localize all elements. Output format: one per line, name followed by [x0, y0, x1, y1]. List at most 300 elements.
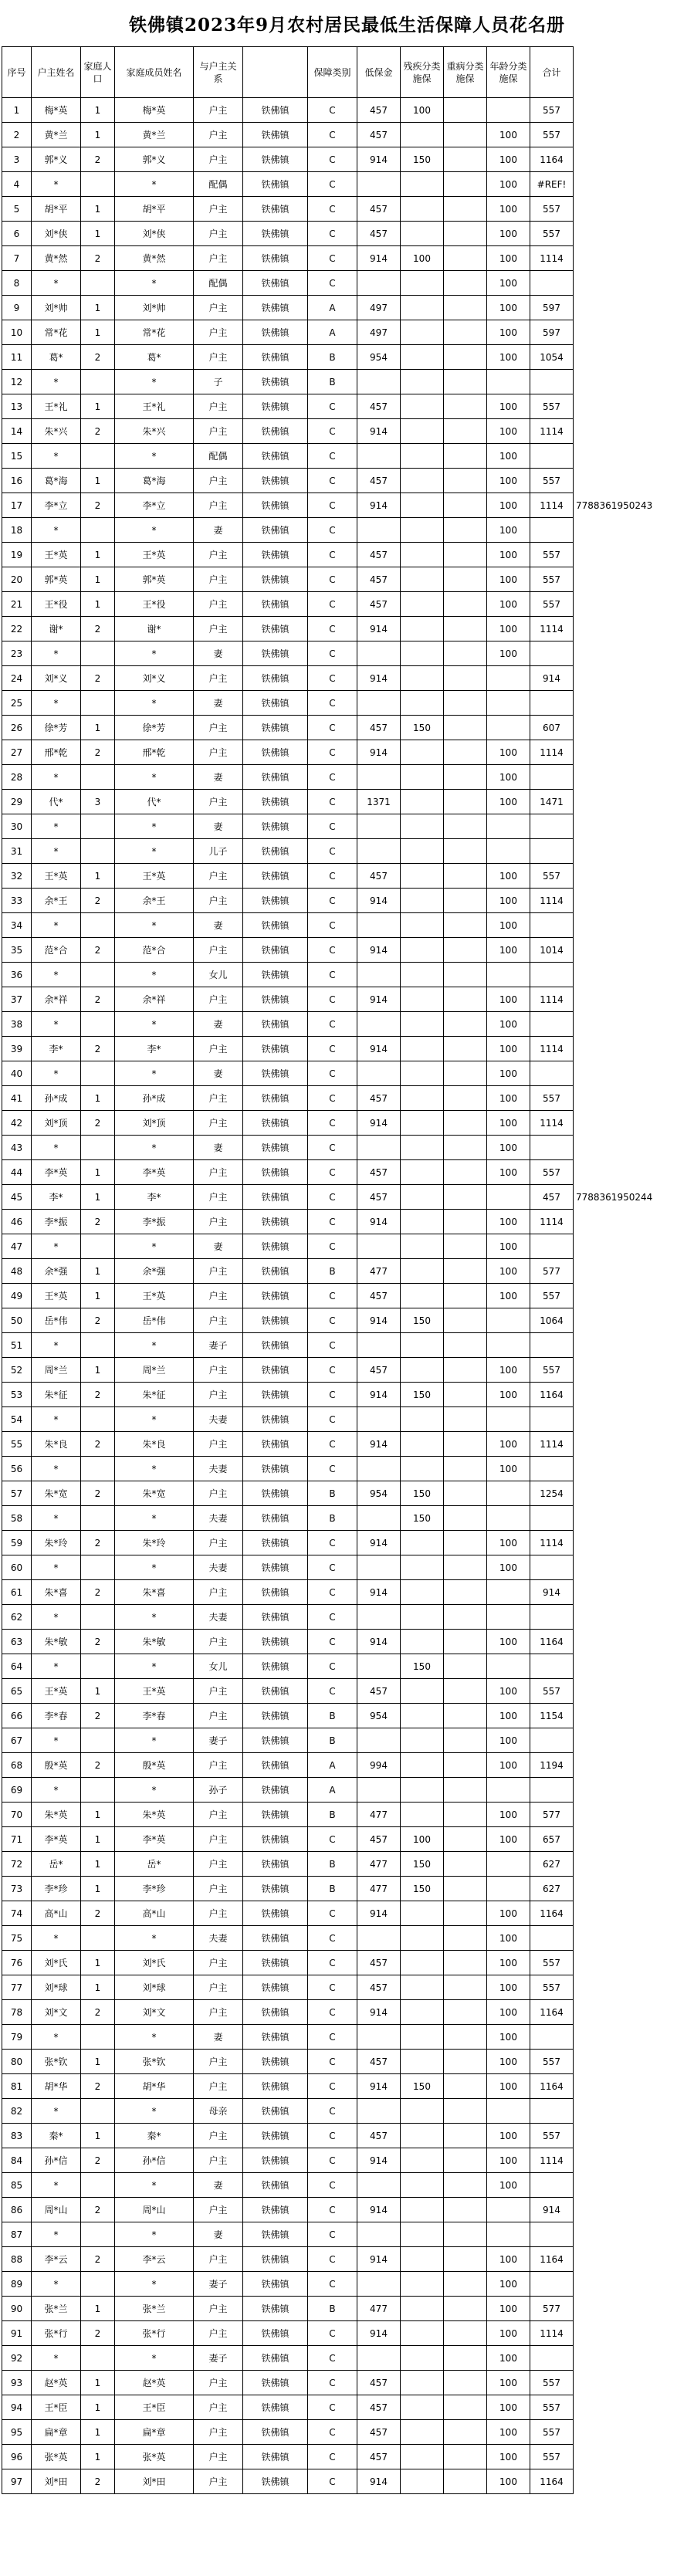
- total-amount-cell: 914: [530, 1580, 574, 1605]
- township-cell: 铁佛镇: [243, 740, 308, 765]
- benefit-category-cell: C: [308, 271, 357, 296]
- benefit-category-cell: C: [308, 839, 357, 864]
- total-amount-cell: [530, 1778, 574, 1803]
- table-row: [2, 2469, 615, 2494]
- member-name-cell: 刘*顶: [115, 1111, 194, 1136]
- household-head-name-cell: 孙*成: [32, 1086, 81, 1111]
- member-name-cell: 梅*英: [115, 98, 194, 123]
- table-row: [2, 2420, 615, 2445]
- illness-supplement-cell: [444, 2395, 487, 2420]
- household-size-cell: 2: [81, 938, 115, 963]
- subsistence-allowance-cell: 457: [357, 2124, 401, 2148]
- total-amount-cell: 557: [530, 2050, 574, 2074]
- township-cell: 铁佛镇: [243, 2198, 308, 2222]
- subsistence-allowance-cell: 457: [357, 592, 401, 617]
- household-size-cell: [81, 1012, 115, 1037]
- subsistence-allowance-cell: [357, 814, 401, 839]
- household-head-name-cell: 岳*伟: [32, 1308, 81, 1333]
- household-head-name-cell: *: [32, 1778, 81, 1803]
- household-head-name-cell: 郭*义: [32, 147, 81, 172]
- total-amount-cell: [530, 1333, 574, 1358]
- household-size-cell: 1: [81, 2297, 115, 2321]
- township-cell: 铁佛镇: [243, 543, 308, 567]
- total-amount-cell: [530, 1728, 574, 1753]
- age-supplement-cell: 100: [487, 987, 530, 1012]
- household-size-cell: 1: [81, 469, 115, 493]
- age-supplement-cell: 100: [487, 2469, 530, 2494]
- township-cell: 铁佛镇: [243, 1555, 308, 1580]
- member-name-cell: 胡*华: [115, 2074, 194, 2099]
- disability-supplement-cell: [401, 1185, 444, 1210]
- household-head-name-cell: 王*英: [32, 543, 81, 567]
- row-number-cell: 85: [2, 2173, 32, 2198]
- illness-supplement-cell: [444, 987, 487, 1012]
- illness-supplement-cell: [444, 2050, 487, 2074]
- illness-supplement-cell: [444, 2173, 487, 2198]
- disability-supplement-cell: [401, 1259, 444, 1284]
- table-row: [2, 1432, 615, 1457]
- household-size-cell: 2: [81, 1210, 115, 1234]
- subsistence-allowance-cell: 954: [357, 1481, 401, 1506]
- benefit-category-cell: C: [308, 1136, 357, 1160]
- table-row: [2, 493, 615, 518]
- household-head-name-cell: *: [32, 913, 81, 938]
- age-supplement-cell: 100: [487, 394, 530, 419]
- illness-supplement-cell: [444, 1210, 487, 1234]
- total-amount-cell: [530, 963, 574, 987]
- disability-supplement-cell: [401, 1284, 444, 1308]
- member-name-cell: 徐*芳: [115, 716, 194, 740]
- table-row: [2, 641, 615, 666]
- household-head-name-cell: 孙*信: [32, 2148, 81, 2173]
- account-number-cell: [574, 1728, 615, 1753]
- total-amount-cell: 557: [530, 469, 574, 493]
- account-number-cell: [574, 1852, 615, 1877]
- household-size-cell: 1: [81, 1259, 115, 1284]
- illness-supplement-cell: [444, 1432, 487, 1457]
- illness-supplement-cell: [444, 296, 487, 320]
- table-row: [2, 1185, 615, 1210]
- disability-supplement-cell: [401, 1951, 444, 1975]
- total-amount-cell: [530, 518, 574, 543]
- relationship-cell: 户主: [194, 938, 243, 963]
- disability-supplement-cell: [401, 1012, 444, 1037]
- account-number-cell: [574, 1901, 615, 1926]
- total-amount-cell: 914: [530, 666, 574, 691]
- township-cell: 铁佛镇: [243, 2321, 308, 2346]
- row-number-cell: 50: [2, 1308, 32, 1333]
- illness-supplement-cell: [444, 1086, 487, 1111]
- household-size-cell: 1: [81, 197, 115, 222]
- household-size-cell: [81, 1654, 115, 1679]
- township-cell: 铁佛镇: [243, 2420, 308, 2445]
- total-amount-cell: [530, 1061, 574, 1086]
- total-amount-cell: 557: [530, 2395, 574, 2420]
- household-size-cell: 1: [81, 1852, 115, 1877]
- relationship-cell: 户主: [194, 1679, 243, 1704]
- subsistence-allowance-cell: 914: [357, 1531, 401, 1555]
- township-cell: 铁佛镇: [243, 641, 308, 666]
- row-number-cell: 60: [2, 1555, 32, 1580]
- household-size-cell: 2: [81, 666, 115, 691]
- member-name-cell: 朱*玲: [115, 1531, 194, 1555]
- benefit-category-cell: C: [308, 938, 357, 963]
- total-amount-cell: [530, 1926, 574, 1951]
- subsistence-allowance-cell: 914: [357, 2198, 401, 2222]
- age-supplement-cell: 100: [487, 246, 530, 271]
- table-row: [2, 2395, 615, 2420]
- member-name-cell: *: [115, 370, 194, 394]
- row-number-cell: 94: [2, 2395, 32, 2420]
- township-cell: 铁佛镇: [243, 1803, 308, 1827]
- relationship-cell: 妻: [194, 691, 243, 716]
- row-number-cell: 34: [2, 913, 32, 938]
- row-number-cell: 22: [2, 617, 32, 641]
- row-number-cell: 13: [2, 394, 32, 419]
- illness-supplement-cell: [444, 913, 487, 938]
- household-size-cell: 1: [81, 1975, 115, 2000]
- table-row: [2, 2000, 615, 2025]
- township-cell: 铁佛镇: [243, 1605, 308, 1630]
- row-number-cell: 96: [2, 2445, 32, 2469]
- disability-supplement-cell: [401, 1160, 444, 1185]
- household-head-name-cell: 范*合: [32, 938, 81, 963]
- member-name-cell: 孙*成: [115, 1086, 194, 1111]
- household-head-name-cell: *: [32, 1926, 81, 1951]
- total-amount-cell: 557: [530, 1160, 574, 1185]
- subsistence-allowance-cell: 457: [357, 567, 401, 592]
- member-name-cell: 郭*义: [115, 147, 194, 172]
- relationship-cell: 户主: [194, 2000, 243, 2025]
- member-name-cell: 余*强: [115, 1259, 194, 1284]
- household-head-name-cell: 朱*良: [32, 1432, 81, 1457]
- disability-supplement-cell: [401, 1111, 444, 1136]
- table-row: [2, 1160, 615, 1185]
- member-name-cell: 张*兰: [115, 2297, 194, 2321]
- township-cell: 铁佛镇: [243, 98, 308, 123]
- age-supplement-cell: [487, 2099, 530, 2124]
- table-row: [2, 2222, 615, 2247]
- relationship-cell: 妻: [194, 2173, 243, 2198]
- township-cell: 铁佛镇: [243, 172, 308, 197]
- benefit-category-cell: C: [308, 2124, 357, 2148]
- illness-supplement-cell: [444, 147, 487, 172]
- household-size-cell: 2: [81, 2074, 115, 2099]
- table-row: [2, 1308, 615, 1333]
- row-number-cell: 75: [2, 1926, 32, 1951]
- household-head-name-cell: 刘*文: [32, 2000, 81, 2025]
- household-head-name-cell: 常*花: [32, 320, 81, 345]
- subsistence-allowance-cell: [357, 1012, 401, 1037]
- subsistence-allowance-cell: 457: [357, 197, 401, 222]
- household-size-cell: 2: [81, 1481, 115, 1506]
- subsistence-allowance-cell: [357, 1457, 401, 1481]
- disability-supplement-cell: [401, 2371, 444, 2395]
- table-row: [2, 320, 615, 345]
- household-head-name-cell: 王*礼: [32, 394, 81, 419]
- account-number-cell: [574, 2124, 615, 2148]
- table-row: [2, 1136, 615, 1160]
- member-name-cell: 李*立: [115, 493, 194, 518]
- table-row: [2, 2074, 615, 2099]
- row-number-cell: 7: [2, 246, 32, 271]
- benefit-category-cell: C: [308, 2198, 357, 2222]
- household-head-name-cell: 朱*玲: [32, 1531, 81, 1555]
- disability-supplement-cell: [401, 592, 444, 617]
- age-supplement-cell: 100: [487, 123, 530, 147]
- table-row: [2, 518, 615, 543]
- table-row: [2, 567, 615, 592]
- benefit-category-cell: C: [308, 889, 357, 913]
- row-number-cell: 6: [2, 222, 32, 246]
- subsistence-allowance-cell: [357, 2222, 401, 2247]
- relationship-cell: 户主: [194, 394, 243, 419]
- table-row: [2, 1704, 615, 1728]
- relationship-cell: 户主: [194, 1704, 243, 1728]
- account-number-cell: [574, 2420, 615, 2445]
- household-size-cell: 2: [81, 1901, 115, 1926]
- member-name-cell: *: [115, 641, 194, 666]
- disability-supplement-cell: [401, 2420, 444, 2445]
- account-number-cell: [574, 469, 615, 493]
- subsistence-allowance-cell: 457: [357, 1679, 401, 1704]
- benefit-category-cell: C: [308, 518, 357, 543]
- illness-supplement-cell: [444, 123, 487, 147]
- member-name-cell: 王*英: [115, 1284, 194, 1308]
- table-row: [2, 1111, 615, 1136]
- relationship-cell: 户主: [194, 1827, 243, 1852]
- household-size-cell: 1: [81, 716, 115, 740]
- account-number-cell: [574, 1630, 615, 1654]
- header-cell: 家庭人口: [81, 47, 115, 98]
- household-head-name-cell: 李*立: [32, 493, 81, 518]
- illness-supplement-cell: [444, 1284, 487, 1308]
- household-head-name-cell: 刘*帅: [32, 296, 81, 320]
- disability-supplement-cell: [401, 222, 444, 246]
- household-head-name-cell: 余*强: [32, 1259, 81, 1284]
- member-name-cell: 朱*敏: [115, 1630, 194, 1654]
- relationship-cell: 户主: [194, 1852, 243, 1877]
- row-number-cell: 78: [2, 2000, 32, 2025]
- relationship-cell: 户主: [194, 1975, 243, 2000]
- benefit-category-cell: C: [308, 567, 357, 592]
- illness-supplement-cell: [444, 1383, 487, 1407]
- total-amount-cell: 557: [530, 1975, 574, 2000]
- table-row: [2, 740, 615, 765]
- benefit-category-cell: B: [308, 345, 357, 370]
- disability-supplement-cell: [401, 691, 444, 716]
- household-size-cell: [81, 1457, 115, 1481]
- household-head-name-cell: 代*: [32, 790, 81, 814]
- household-size-cell: [81, 2173, 115, 2198]
- disability-supplement-cell: [401, 123, 444, 147]
- row-number-cell: 73: [2, 1877, 32, 1901]
- township-cell: 铁佛镇: [243, 123, 308, 147]
- row-number-cell: 65: [2, 1679, 32, 1704]
- account-number-cell: [574, 1358, 615, 1383]
- disability-supplement-cell: [401, 641, 444, 666]
- household-size-cell: [81, 1136, 115, 1160]
- household-size-cell: 2: [81, 493, 115, 518]
- row-number-cell: 93: [2, 2371, 32, 2395]
- total-amount-cell: 557: [530, 592, 574, 617]
- total-amount-cell: [530, 641, 574, 666]
- relationship-cell: 母亲: [194, 2099, 243, 2124]
- disability-supplement-cell: [401, 938, 444, 963]
- row-number-cell: 25: [2, 691, 32, 716]
- disability-supplement-cell: 100: [401, 246, 444, 271]
- age-supplement-cell: [487, 814, 530, 839]
- township-cell: 铁佛镇: [243, 1506, 308, 1531]
- age-supplement-cell: 100: [487, 2124, 530, 2148]
- relationship-cell: 户主: [194, 1951, 243, 1975]
- header-cell: 残疾分类施保: [401, 47, 444, 98]
- row-number-cell: 8: [2, 271, 32, 296]
- disability-supplement-cell: [401, 1358, 444, 1383]
- township-cell: 铁佛镇: [243, 1679, 308, 1704]
- row-number-cell: 95: [2, 2420, 32, 2445]
- account-number-cell: [574, 1061, 615, 1086]
- account-number-cell: 7788361950244: [576, 1191, 653, 1203]
- row-number-cell: 68: [2, 1753, 32, 1778]
- total-amount-cell: 557: [530, 1679, 574, 1704]
- illness-supplement-cell: [444, 1605, 487, 1630]
- row-number-cell: 32: [2, 864, 32, 889]
- household-size-cell: 2: [81, 147, 115, 172]
- benefit-category-cell: A: [308, 1753, 357, 1778]
- row-number-cell: 39: [2, 1037, 32, 1061]
- disability-supplement-cell: 150: [401, 1481, 444, 1506]
- relationship-cell: 女儿: [194, 963, 243, 987]
- illness-supplement-cell: [444, 2469, 487, 2494]
- row-number-cell: 5: [2, 197, 32, 222]
- township-cell: 铁佛镇: [243, 1951, 308, 1975]
- table-row: [2, 1333, 615, 1358]
- account-number-cell: [574, 864, 615, 889]
- row-number-cell: 29: [2, 790, 32, 814]
- household-size-cell: [81, 691, 115, 716]
- household-size-cell: [81, 518, 115, 543]
- member-name-cell: 岳*: [115, 1852, 194, 1877]
- table-row: [2, 1975, 615, 2000]
- table-row: [2, 938, 615, 963]
- subsistence-allowance-cell: 914: [357, 1308, 401, 1333]
- benefit-category-cell: C: [308, 172, 357, 197]
- relationship-cell: 户主: [194, 2124, 243, 2148]
- illness-supplement-cell: [444, 691, 487, 716]
- table-row: [2, 716, 615, 740]
- household-size-cell: 1: [81, 543, 115, 567]
- account-number-cell: [574, 641, 615, 666]
- age-supplement-cell: 100: [487, 1383, 530, 1407]
- total-amount-cell: [530, 839, 574, 864]
- total-amount-cell: [530, 814, 574, 839]
- account-number-cell: [574, 592, 615, 617]
- relationship-cell: 户主: [194, 197, 243, 222]
- township-cell: 铁佛镇: [243, 2099, 308, 2124]
- account-number-cell: [574, 1136, 615, 1160]
- age-supplement-cell: [487, 1778, 530, 1803]
- township-cell: 铁佛镇: [243, 1358, 308, 1383]
- relationship-cell: 户主: [194, 2469, 243, 2494]
- disability-supplement-cell: [401, 1061, 444, 1086]
- table-row: [2, 1531, 615, 1555]
- age-supplement-cell: [487, 1481, 530, 1506]
- row-number-cell: 26: [2, 716, 32, 740]
- illness-supplement-cell: [444, 1185, 487, 1210]
- table-row: [2, 1852, 615, 1877]
- account-number-cell: [574, 2222, 615, 2247]
- account-number-cell: [574, 2198, 615, 2222]
- table-row: [2, 1654, 615, 1679]
- household-size-cell: [81, 2272, 115, 2297]
- age-supplement-cell: 100: [487, 1457, 530, 1481]
- township-cell: 铁佛镇: [243, 370, 308, 394]
- age-supplement-cell: 100: [487, 889, 530, 913]
- benefit-category-cell: C: [308, 1333, 357, 1358]
- subsistence-allowance-cell: 457: [357, 2420, 401, 2445]
- benefit-category-cell: C: [308, 592, 357, 617]
- illness-supplement-cell: [444, 1234, 487, 1259]
- household-head-name-cell: 扁*章: [32, 2420, 81, 2445]
- household-head-name-cell: *: [32, 1234, 81, 1259]
- household-size-cell: 2: [81, 1308, 115, 1333]
- township-cell: 铁佛镇: [243, 1654, 308, 1679]
- table-row: [2, 2198, 615, 2222]
- relationship-cell: 户主: [194, 2445, 243, 2469]
- township-cell: 铁佛镇: [243, 147, 308, 172]
- table-row: [2, 469, 615, 493]
- total-amount-cell: 1114: [530, 419, 574, 444]
- member-name-cell: 李*云: [115, 2247, 194, 2272]
- total-amount-cell: 557: [530, 1086, 574, 1111]
- age-supplement-cell: [487, 1654, 530, 1679]
- row-number-cell: 81: [2, 2074, 32, 2099]
- subsistence-allowance-cell: [357, 172, 401, 197]
- household-size-cell: 2: [81, 2000, 115, 2025]
- total-amount-cell: 607: [530, 716, 574, 740]
- household-head-name-cell: 刘*顶: [32, 1111, 81, 1136]
- row-number-cell: 74: [2, 1901, 32, 1926]
- table-row: [2, 1728, 615, 1753]
- table-row: [2, 963, 615, 987]
- benefit-category-cell: A: [308, 296, 357, 320]
- total-amount-cell: 1164: [530, 2247, 574, 2272]
- member-name-cell: 刘*帅: [115, 296, 194, 320]
- row-number-cell: 23: [2, 641, 32, 666]
- account-number-cell: [574, 1605, 615, 1630]
- table-row: [2, 2099, 615, 2124]
- illness-supplement-cell: [444, 1481, 487, 1506]
- household-size-cell: 1: [81, 1358, 115, 1383]
- household-size-cell: [81, 1234, 115, 1259]
- household-head-name-cell: 李*: [32, 1185, 81, 1210]
- account-number-cell: [574, 2025, 615, 2050]
- age-supplement-cell: [487, 1580, 530, 1605]
- member-name-cell: 李*英: [115, 1160, 194, 1185]
- benefit-category-cell: C: [308, 493, 357, 518]
- member-name-cell: 孙*信: [115, 2148, 194, 2173]
- member-name-cell: 郭*英: [115, 567, 194, 592]
- benefit-category-cell: C: [308, 2371, 357, 2395]
- disability-supplement-cell: [401, 2272, 444, 2297]
- member-name-cell: 葛*海: [115, 469, 194, 493]
- illness-supplement-cell: [444, 543, 487, 567]
- total-amount-cell: [530, 765, 574, 790]
- household-size-cell: [81, 172, 115, 197]
- household-head-name-cell: 梅*英: [32, 98, 81, 123]
- illness-supplement-cell: [444, 1012, 487, 1037]
